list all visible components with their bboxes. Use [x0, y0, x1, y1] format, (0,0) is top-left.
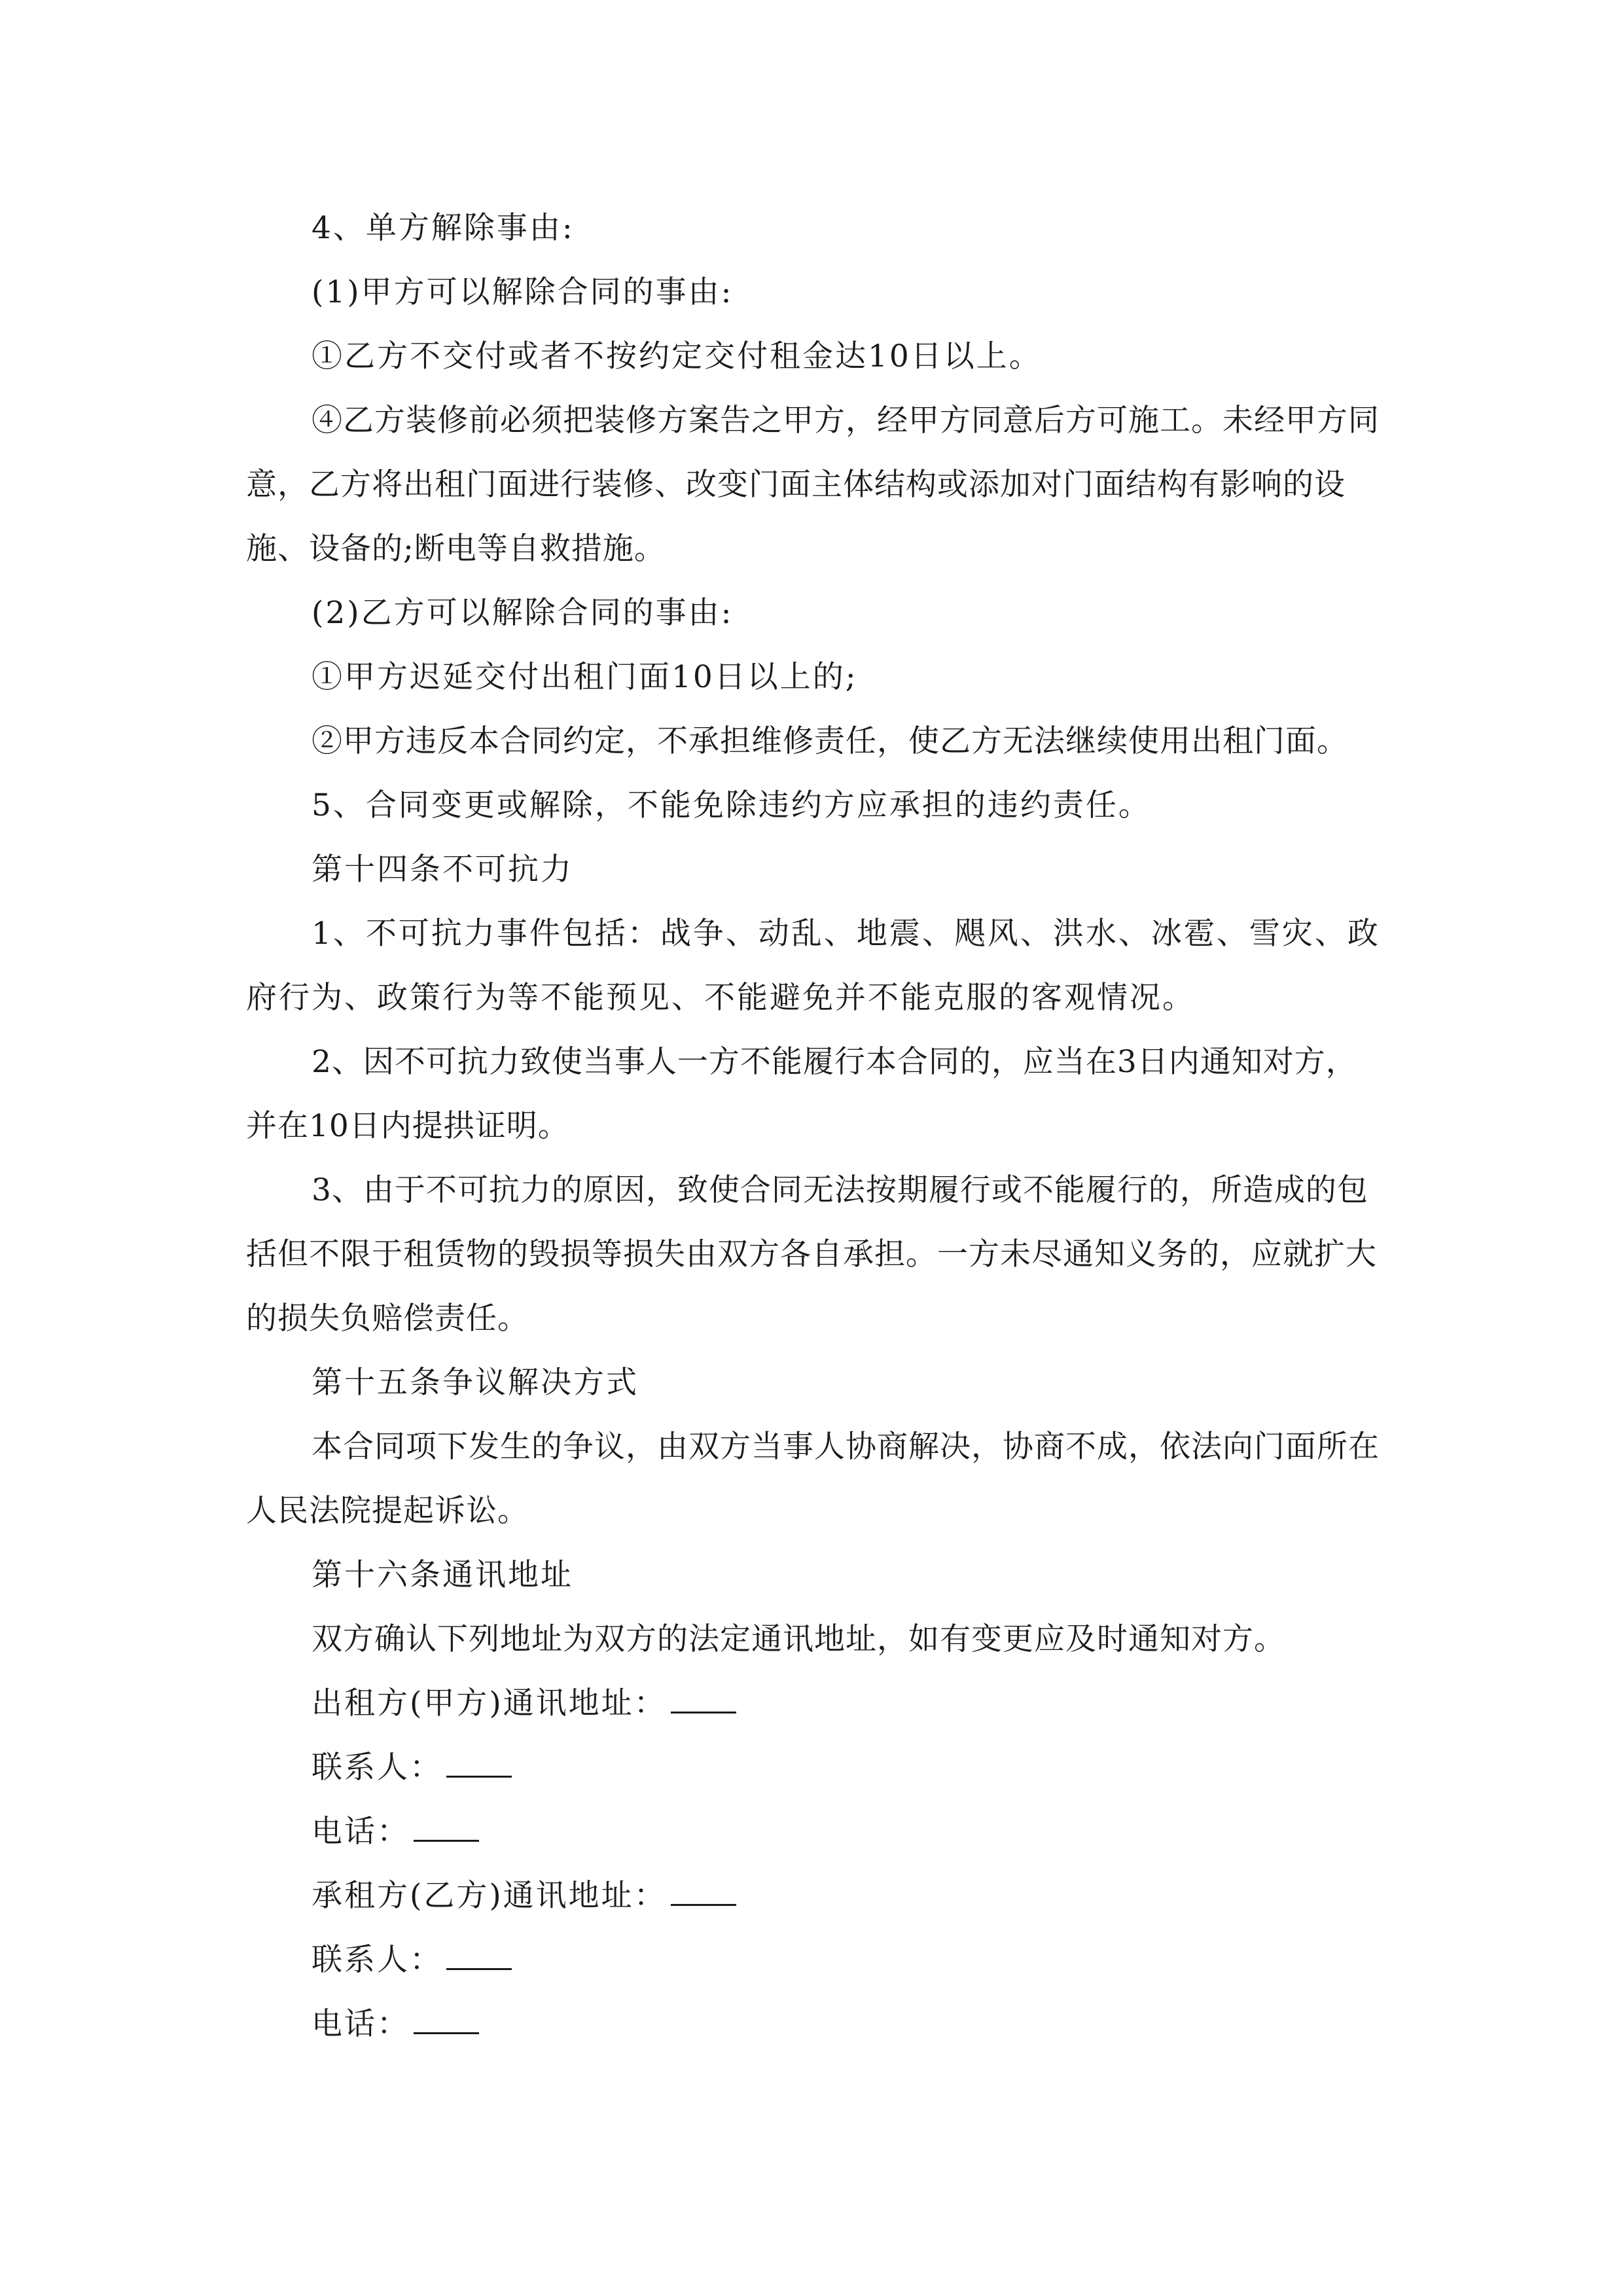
field-label: 联系人：: [312, 1749, 442, 1785]
paragraph-late-delivery: ①甲方迟延交付出租门面10日以上的;: [312, 659, 858, 695]
heading-article-16: 第十六条通讯地址: [312, 1557, 573, 1593]
heading-article-15: 第十五条争议解决方式: [312, 1365, 639, 1401]
paragraph-maintenance-breach: ②甲方违反本合同约定，不承担维修责任，使乙方无法继续使用出租门面。: [312, 723, 1348, 759]
paragraph-party-a-termination: (1)甲方可以解除合同的事由:: [312, 274, 734, 310]
field-label: 联系人：: [312, 1942, 442, 1978]
paragraph-force-majeure-3: 3、由于不可抗力的原因，致使合同无法按期履行或不能履行的，所造成的包括但不限于租赁物的毁损等损失由双方各自承担。一方未尽通知义务的，应就扩大的损失负赔偿责任。: [246, 1172, 1377, 1336]
field-label: 出租方(甲方)通讯地址：: [312, 1685, 667, 1721]
field-lessee-phone: [246, 1992, 1385, 2056]
field-label: 电话：: [312, 1814, 410, 1850]
paragraph-dispute: 本合同项下发生的争议，由双方当事人协商解决，协商不成，依法向门面所在人民法院提起诉讼。: [246, 1429, 1380, 1529]
blank-line: [414, 2006, 479, 2034]
paragraph-force-majeure-1: 1、不可抗力事件包括：战争、动乱、地震、飓风、洪水、冰雹、雪灾、政府行为、政策行为等不能预见、不能避免并不能克服的客观情况。: [246, 916, 1380, 1016]
field-lessee-contact: [246, 1928, 1385, 1992]
paragraph-rent-default: ①乙方不交付或者不按约定交付租金达10日以上。: [312, 338, 1042, 374]
blank-line: [671, 1685, 736, 1713]
blank-line: [446, 1749, 512, 1778]
paragraph-renovation: ④乙方装修前必须把装修方案告之甲方，经甲方同意后方可施工。未经甲方同意，乙方将出租门面进行装修、改变门面主体结构或添加对门面结构有影响的设施、设备的;断电等自救措施。: [246, 403, 1380, 567]
document-body: [246, 196, 1385, 2056]
heading-article-14: 第十四条不可抗力: [312, 852, 573, 888]
paragraph-address-confirmation: 双方确认下列地址为双方的法定通讯地址，如有变更应及时通知对方。: [312, 1621, 1285, 1657]
field-lessor-contact: [246, 1736, 1385, 1800]
paragraph-clause-4: 4、单方解除事由:: [312, 210, 575, 246]
paragraph-party-b-termination: (2)乙方可以解除合同的事由:: [312, 595, 734, 631]
blank-line: [446, 1942, 512, 1970]
blank-line: [671, 1878, 736, 1906]
field-label: 电话：: [312, 2006, 410, 2042]
paragraph-clause-5: 5、合同变更或解除，不能免除违约方应承担的违约责任。: [312, 787, 1151, 823]
field-lessee-address: [246, 1864, 1385, 1928]
field-lessor-address: [246, 1672, 1385, 1736]
paragraph-force-majeure-2: 2、因不可抗力致使当事人一方不能履行本合同的，应当在3日内通知对方，并在10日内提拱证明。: [246, 1044, 1357, 1144]
blank-line: [414, 1814, 479, 1842]
field-lessor-phone: [246, 1800, 1385, 1864]
field-label: 承租方(乙方)通讯地址：: [312, 1878, 667, 1914]
